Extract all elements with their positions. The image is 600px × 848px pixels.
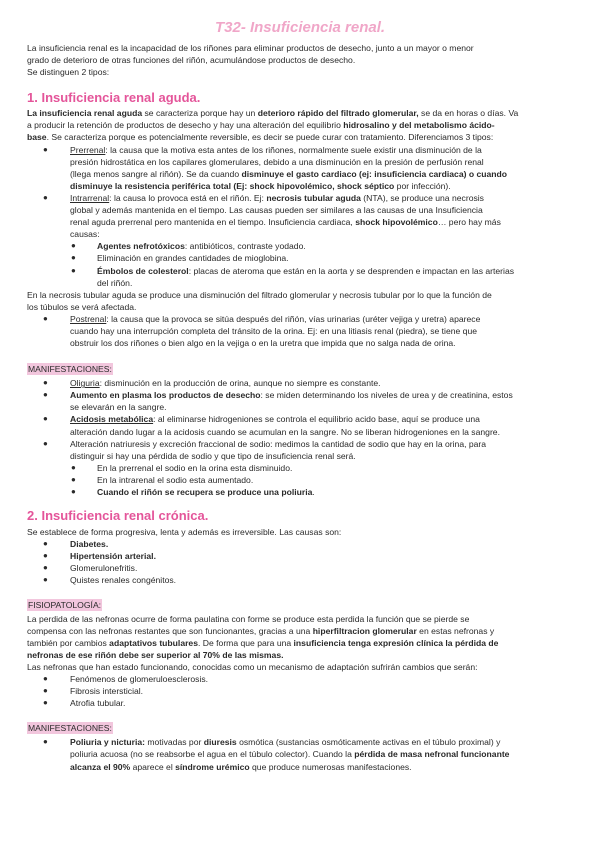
list-item bbox=[27, 462, 573, 474]
term: Prerrenal bbox=[70, 144, 106, 155]
aguda-description bbox=[27, 107, 573, 143]
text: : placas de ateroma que están en la aorta y se desprenden e impactan en las arterias bbox=[188, 265, 515, 276]
list-item bbox=[27, 377, 573, 389]
fisiopatologia-paragraph bbox=[27, 613, 573, 673]
text: del riñón. bbox=[97, 277, 133, 288]
list-item bbox=[27, 673, 573, 685]
text: : disminución en la producción de orina, aunque no siempre es constante. bbox=[99, 378, 381, 389]
list-item bbox=[27, 685, 573, 697]
bullet-icon: ● bbox=[43, 378, 48, 388]
bold-text: pérdida de masa nefronal funcionante bbox=[354, 749, 510, 760]
bullet-icon: ● bbox=[43, 414, 48, 424]
list-item bbox=[27, 562, 573, 574]
necrosis-paragraph bbox=[27, 289, 573, 313]
text: Fenómenos de glomeruloesclerosis. bbox=[70, 674, 209, 685]
list-item bbox=[27, 389, 573, 413]
list-item bbox=[27, 265, 573, 289]
text: en estas nefronas y bbox=[416, 625, 495, 636]
text: poliuria acuosa (no se reabsorbe el agua en el túbulo colector). Cuando la bbox=[70, 749, 355, 760]
section-label: FISIOPATOLOGÍA: bbox=[28, 599, 102, 610]
bold-text: alcanza el 90% bbox=[70, 761, 131, 772]
bold-text: shock hipovolémico bbox=[355, 217, 438, 228]
bold-text: diuresis bbox=[203, 737, 237, 748]
text: a producir la retención de productos de desecho y hay una alteración del equilibrio bbox=[27, 120, 344, 131]
manifestaciones-aguda-label-row bbox=[27, 359, 573, 377]
bullet-icon: ● bbox=[71, 474, 76, 484]
manifestaciones-cronica-label-row bbox=[27, 718, 573, 736]
text-line: En la necrosis tubular aguda se produce una disminución del filtrado glomerular y necrosis tubular por lo que la función de bbox=[27, 289, 492, 300]
bullet-icon: ● bbox=[43, 390, 48, 400]
postrenal-list bbox=[27, 313, 573, 349]
bold-text: deterioro rápido del filtrado glomerular, bbox=[257, 108, 419, 119]
list-item-intrarrenal bbox=[27, 192, 573, 240]
bullet-icon: ● bbox=[43, 563, 48, 573]
intro-line: Se distinguen 2 tipos: bbox=[27, 67, 110, 78]
bold-text: hidrosalino y del metabolismo ácido- bbox=[343, 120, 495, 131]
list-item bbox=[27, 474, 573, 486]
intro-line: La insuficiencia renal es la incapacidad de los riñones para eliminar productos de desecho, junto a un mayor o menor bbox=[27, 43, 474, 53]
bold-text: base bbox=[27, 132, 47, 143]
text: : la causa lo provoca está en el riñón. Ej: bbox=[109, 192, 267, 203]
bullet-icon: ● bbox=[43, 575, 48, 585]
text: por infección). bbox=[394, 180, 451, 191]
bold-text: Diabetes. bbox=[70, 539, 109, 550]
text-line: La perdida de las nefronas ocurre de forma paulatina con forme se produce esta perdida la función que se pierde se bbox=[27, 613, 470, 624]
bullet-icon: ● bbox=[43, 144, 48, 154]
text: . Se caracteriza porque es potencialmente reversible, es decir se puede curar con tratamiento. Diferenciamos 3 tipos: bbox=[46, 132, 494, 143]
bullet-icon: ● bbox=[71, 241, 76, 251]
term: Oliguria bbox=[70, 378, 100, 389]
term: Acidosis metabólica bbox=[70, 414, 154, 425]
bullet-icon: ● bbox=[43, 313, 48, 323]
term: Intrarrenal bbox=[70, 192, 110, 203]
text: se caracteriza porque hay un bbox=[142, 108, 258, 119]
bold-text: Hipertensión arterial. bbox=[70, 551, 156, 562]
sodio-sublist bbox=[27, 462, 573, 498]
text: … pero hay más bbox=[437, 217, 501, 228]
bullet-icon: ● bbox=[71, 265, 76, 275]
bullet-icon: ● bbox=[43, 674, 48, 684]
bullet-icon: ● bbox=[71, 487, 76, 496]
text-line: los túbulos se verá afectada. bbox=[27, 301, 137, 312]
bold-text: disminuye la resistencia periférica total (Ej: shock hipovolémico, shock séptico bbox=[70, 180, 395, 191]
text: motivadas por bbox=[144, 737, 204, 748]
text: alteración dando lugar a la acidosis cuando se acumulan en la sangre. No se liberan hidrogeniones en la sangre. bbox=[70, 426, 500, 437]
list-item bbox=[27, 697, 573, 709]
text: se da en horas o días. Va bbox=[418, 108, 519, 119]
list-item bbox=[27, 438, 573, 462]
text: Quistes renales congénitos. bbox=[70, 575, 177, 586]
bold-text: necrosis tubular aguda bbox=[266, 192, 361, 203]
bullet-icon: ● bbox=[43, 686, 48, 696]
text-line: Las nefronas que han estado funcionando, conocidas como un mecanismo de adaptación sufrirán cambios que serán: bbox=[27, 661, 478, 672]
list-item bbox=[27, 574, 573, 586]
list-item-postrenal bbox=[27, 313, 573, 349]
bullet-icon: ● bbox=[43, 698, 48, 708]
bullet-icon: ● bbox=[43, 737, 48, 747]
bullet-icon: ● bbox=[71, 462, 76, 472]
text: . De forma que para una bbox=[198, 637, 294, 648]
intro-paragraph bbox=[27, 42, 573, 78]
text: Glomerulonefritis. bbox=[70, 563, 138, 574]
text: también por cambios bbox=[27, 637, 110, 648]
list-item: ● Cuando el riñón se recupera se produce una poliuria. bbox=[71, 487, 315, 497]
bold-text: adaptativos tubulares bbox=[109, 637, 198, 648]
cambios-list bbox=[27, 673, 573, 709]
term: Postrenal bbox=[70, 313, 107, 324]
bullet-icon: ● bbox=[43, 192, 48, 202]
text: Eliminación en grandes cantidades de mioglobina. bbox=[97, 253, 289, 264]
cronica-intro: Se establece de forma progresiva, lenta y además es irreversible. Las causas son: bbox=[27, 527, 342, 538]
text: : se miden determinando los niveles de urea y de creatinina, estos bbox=[260, 390, 513, 401]
manifestaciones-cronica-list bbox=[27, 736, 573, 772]
intrarrenal-causes-list bbox=[27, 240, 573, 288]
text: En la prerrenal el sodio en la orina esta disminuido. bbox=[97, 462, 293, 473]
aguda-types-list bbox=[27, 144, 573, 241]
bold-text: disminuye el gasto cardiaco (ej: insuficiencia cardiaca) o cuando bbox=[241, 168, 508, 179]
text: : la causa que la motiva esta antes de los riñones, normalmente suele existir una disminución de la bbox=[105, 144, 482, 155]
bold-text: hiperfiltracion glomerular bbox=[312, 625, 417, 636]
text: osmótica (sustancias osmóticamente activas en el túbulo proximal) y bbox=[236, 737, 501, 748]
bullet-icon: ● bbox=[71, 253, 76, 263]
text: distinguir si hay una pérdida de sodio y que tipo de insuficiencia renal será. bbox=[70, 450, 356, 461]
text: Fibrosis intersticial. bbox=[70, 686, 144, 697]
bullet-icon: ● bbox=[43, 539, 48, 549]
text: Alteración natriuresis y excreción fraccional de sodio: medimos la cantidad de sodio que hay en la orina, para bbox=[70, 438, 487, 449]
list-item-prerrenal bbox=[27, 144, 573, 192]
text: compensa con las nefronas restantes que son funcionantes, gracias a una bbox=[27, 625, 313, 636]
text: obstruir los dos riñones o bien algo en la vejiga o en la uretra que impida que no salga nada de orina. bbox=[70, 338, 456, 349]
text: cuando hay una interrupción completa del tránsito de la orina. Ej: en una litiasis renal (piedra), se tiene que bbox=[70, 325, 478, 336]
manifestaciones-aguda-list bbox=[27, 377, 573, 462]
section-label: MANIFESTACIONES: bbox=[28, 364, 112, 375]
section-label: MANIFESTACIONES: bbox=[28, 723, 112, 734]
bold-text: Poliuria y nicturia: bbox=[70, 737, 145, 748]
bold-text: Cuando el riñón se recupera se produce una poliuria bbox=[97, 487, 313, 497]
bold-text: La insuficiencia renal aguda bbox=[27, 108, 143, 119]
text: (NTA), se produce una necrosis bbox=[360, 192, 484, 203]
bold-text: insuficiencia tenga expresión clínica la pérdida de bbox=[293, 637, 499, 648]
list-item bbox=[27, 538, 573, 550]
text: se elevarán en la sangre. bbox=[70, 402, 167, 413]
cronica-causes-list bbox=[27, 538, 573, 586]
list-item-poliuria bbox=[27, 736, 573, 772]
section-heading-aguda: 1. Insuficiencia renal aguda. bbox=[27, 90, 201, 106]
text: : la causa que la provoca se sitúa después del riñón, vías urinarias (uréter vejiga y uretra) aparece bbox=[106, 313, 481, 324]
bullet-icon: ● bbox=[43, 551, 48, 561]
text: : al eliminarse hidrogeniones se controla el equilibrio acido base, aquí se produce una bbox=[153, 414, 480, 425]
list-item bbox=[27, 252, 573, 264]
text: aparece el bbox=[130, 761, 176, 772]
text: Atrofia tubular. bbox=[70, 698, 126, 709]
list-item bbox=[27, 550, 573, 562]
list-item bbox=[27, 413, 573, 437]
bold-text: Émbolos de colesterol bbox=[97, 265, 189, 276]
bold-text: síndrome urémico bbox=[175, 761, 250, 772]
fisiopatologia-label-row bbox=[27, 595, 573, 613]
bold-text: Agentes nefrotóxicos bbox=[97, 241, 185, 252]
text: presión hidrostática en los capilares glomerulares, debido a una disminución en la presión de perfusión renal bbox=[70, 156, 484, 167]
intro-line: grado de deterioro de otras funciones del riñón, acumulándose productos de desecho. bbox=[27, 55, 356, 66]
bold-text: Aumento en plasma los productos de desecho bbox=[70, 390, 261, 401]
list-item bbox=[27, 240, 573, 252]
text: En la intrarenal el sodio esta aumentado. bbox=[97, 474, 254, 485]
text: causas: bbox=[70, 229, 100, 240]
text: : antibióticos, contraste yodado. bbox=[184, 241, 306, 252]
section-heading-cronica: 2. Insuficiencia renal crónica. bbox=[27, 508, 209, 524]
bold-text: nefronas de ese riñón debe ser superior al 70% de las mismas. bbox=[27, 649, 284, 660]
text: global y además mantenida en el tiempo. Las causas pueden ser similares a las causas de una Insuficiencia bbox=[70, 205, 483, 216]
bullet-icon: ● bbox=[43, 438, 48, 448]
text: que produce numerosas manifestaciones. bbox=[249, 761, 412, 772]
text: (llega menos sangre al riñón). Se da cuando bbox=[70, 168, 242, 179]
text: renal aguda prerrenal pero mantenida en el tiempo. Insuficiencia cardiaca, bbox=[70, 217, 356, 228]
document-title: T32- Insuficiencia renal. bbox=[214, 19, 386, 36]
